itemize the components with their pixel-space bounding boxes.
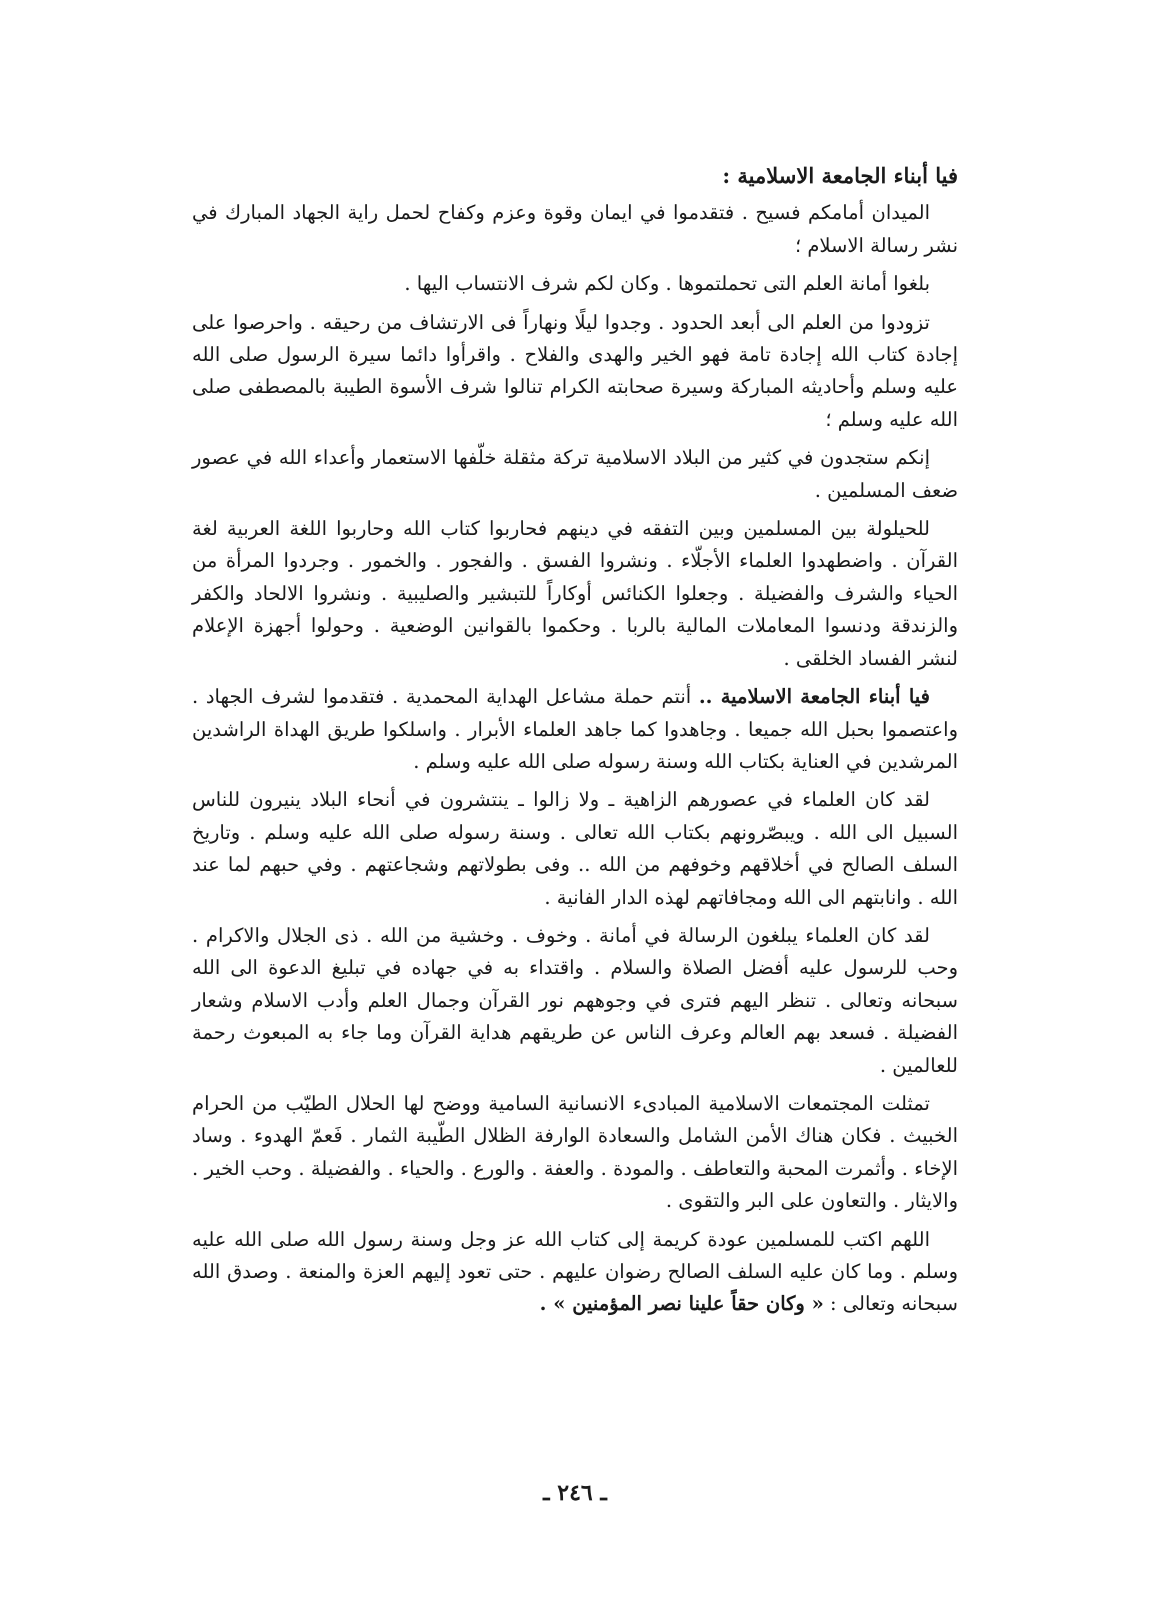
paragraph: تزودوا من العلم الى أبعد الحدود . وجدوا ليلًا ونهاراً فى الارتشاف من رحيقه . واحرصوا على إجادة كتاب الله إجادة تامة فهو الخير والهدى والفلاح . واقرأوا دائما سيرة الرسول صلى الله عليه وسلم وأحاديثه المباركة وسيرة صحابته الكرام تنالوا شرف الأسوة الطيبة بالمصطفى صلى الله عليه وسلم ؛ — [192, 310, 958, 431]
paragraph: الميدان أمامكم فسيح . فتقدموا في ايمان وقوة وعزم وكفاح لحمل راية الجهاد المبارك في نشر رسالة الاسلام ؛ — [192, 201, 958, 257]
paragraph: تمثلت المجتمعات الاسلامية المبادىء الانسانية السامية ووضح لها الحلال الطيّب من الحرام الخبيث . فكان هناك الأمن الشامل والسعادة الوارفة الظلال الطّيبة الثمار . فَعمّ الهدوء . وساد الإخاء . وأثمرت المحبة والتعاطف . والمودة . والعفة . والورع . والحياء . والفضيلة . وحب الخير . والايثار . والتعاون على البر والتقوى . — [192, 1091, 958, 1213]
paragraph: للحيلولة بين المسلمين وبين التفقه في دينهم فحاربوا كتاب الله وحاربوا اللغة العربية لغة القرآن . واضطهدوا العلماء الأجلّاء . ونشروا الفسق . والفجور . والخمور . وجردوا المرأة من الحياء والشرف والفضيلة . وجعلوا الكنائس أوكاراً للتبشير والصليبية . ونشروا الالحاد والكفر والزندقة ودنسوا المعاملات المالية بالربا . وحكموا بالقوانين الوضعية . وحولوا أجهزة الإعلام لنشر الفساد الخلقى . — [192, 517, 958, 670]
paragraph: فيا أبناء الجامعة الاسلامية .. أنتم حملة مشاعل الهداية المحمدية . فتقدموا لشرف الجهاد . واعتصموا بحبل الله جميعا . وجاهدوا كما جاهد العلماء الأبرار . واسلكوا طريق الهداة الراشدين المرشدين في العناية بكتاب الله وسنة رسوله صلى الله عليه وسلم . — [192, 685, 958, 773]
section-heading: فيا أبناء الجامعة الاسلامية : — [722, 163, 958, 188]
page-number: ـ ٢٤٦ ـ — [543, 1480, 607, 1506]
paragraph: لقد كان العلماء في عصورهم الزاهية ـ ولا زالوا ـ ينتشرون في أنحاء البلاد ينيرون للناس السبيل الى الله . ويبصّرونهم بكتاب الله تعالى . وسنة رسوله صلى الله عليه وسلم . وتاريخ السلف الصالح في أخلاقهم وخوفهم من الله .. وفى بطولاتهم وشجاعتهم . وفي حبهم لما عند الله . وانابتهم الى الله ومجافاتهم لهذه الدار الفانية . — [192, 788, 958, 909]
quran-quote: « وكان حقاً علينا نصر المؤمنين » . — [539, 1292, 824, 1316]
inline-heading: فيا أبناء الجامعة الاسلامية .. — [698, 685, 930, 709]
paragraph: اللهم اكتب للمسلمين عودة كريمة إلى كتاب الله عز وجل وسنة رسول الله صلى الله عليه وسلم . وما كان عليه السلف الصالح رضوان عليهم . حتى تعود إليهم العزة والمنعة . وصدق الله سبحانه وتعالى : « وكان حقاً علينا نصر المؤمنين » . — [192, 1227, 958, 1316]
paragraph: إنكم ستجدون في كثير من البلاد الاسلامية تركة مثقلة خلّفها الاستعمار وأعداء الله في عصور ضعف المسلمين . — [192, 446, 958, 502]
body-text — [192, 160, 958, 1327]
paragraph: بلغوا أمانة العلم التى تحملتموها . وكان لكم شرف الانتساب اليها . — [404, 272, 930, 296]
paragraph: لقد كان العلماء يبلغون الرسالة في أمانة . وخوف . وخشية من الله . ذى الجلال والاكرام . وحب للرسول عليه أفضل الصلاة والسلام . واقتداء به في جهاده في تبليغ الدعوة الى الله سبحانه وتعالى . تنظر اليهم فترى في وجوههم نور القرآن وجمال العلم وأدب الاسلام وشعار الفضيلة . فسعد بهم العالم وعرف الناس عن طريقهم هداية القرآن وما جاء به المبعوث رحمة للعالمين . — [192, 923, 958, 1077]
